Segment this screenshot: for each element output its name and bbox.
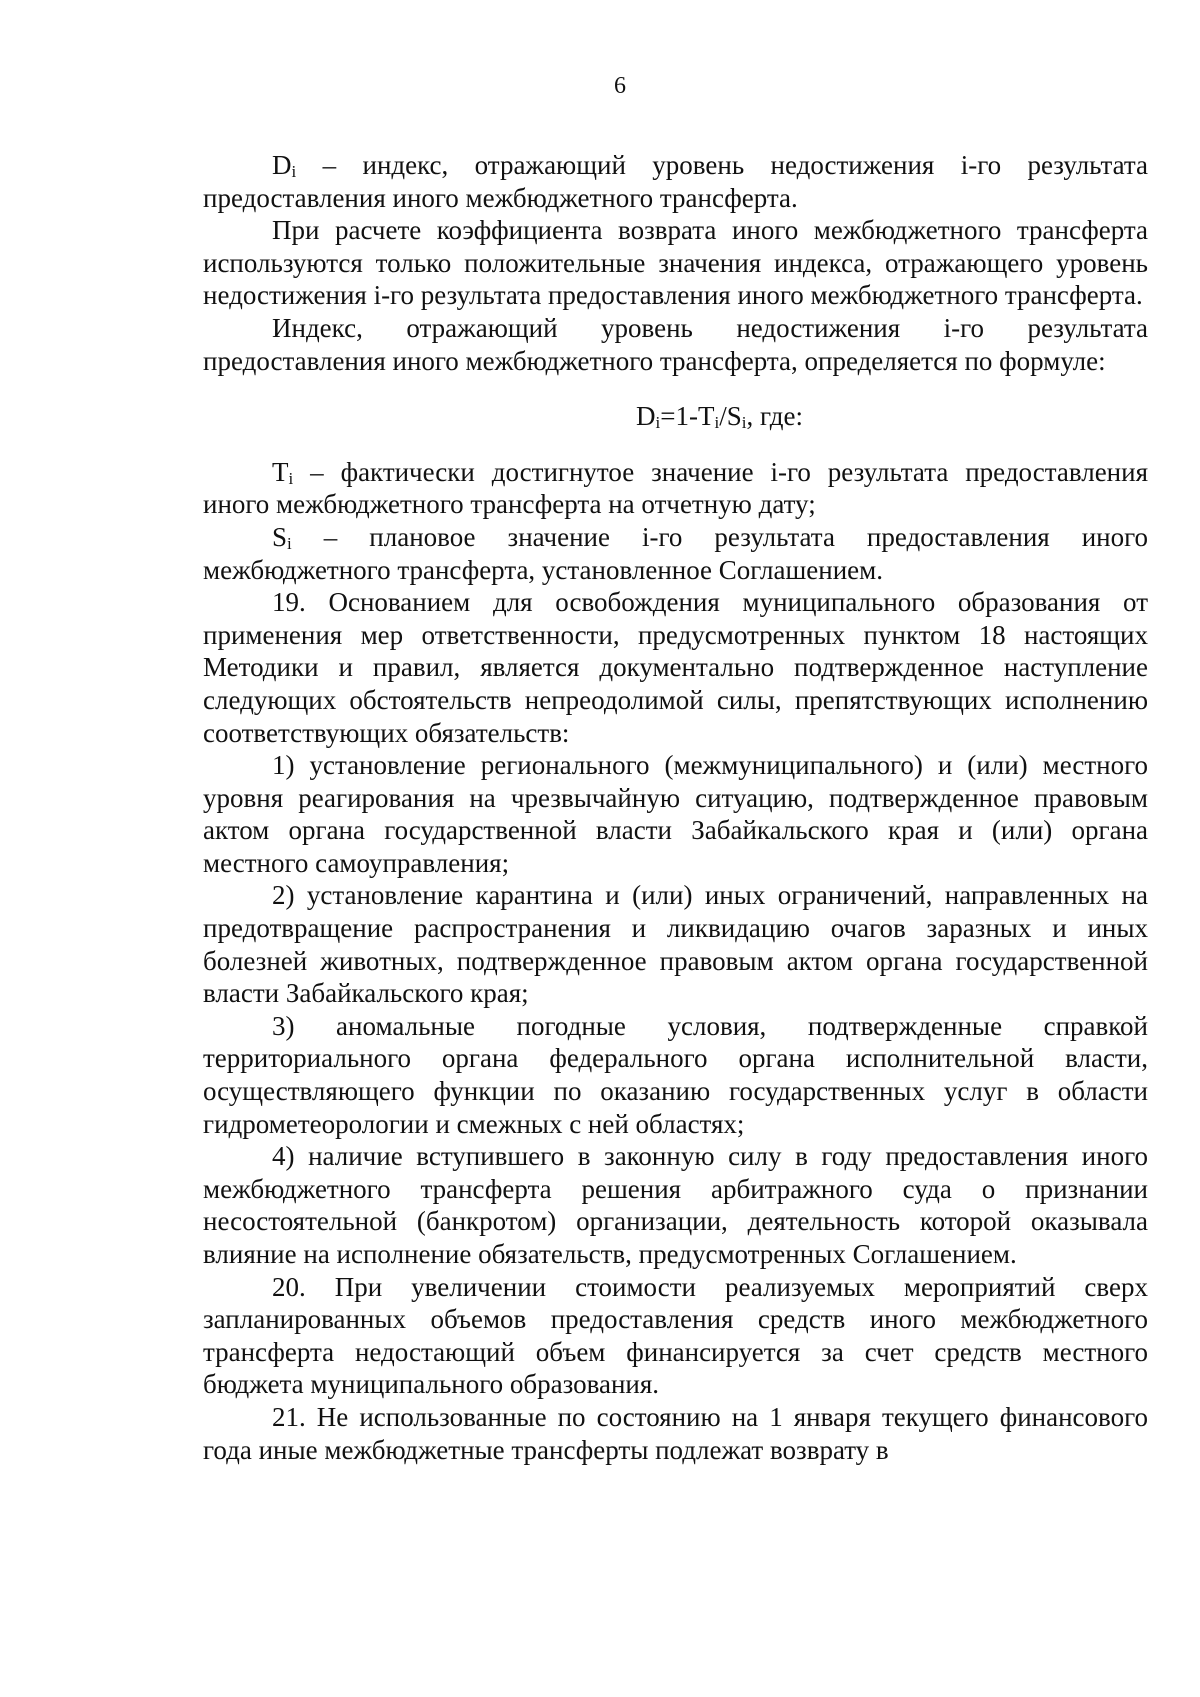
- formula-d: D: [636, 401, 656, 432]
- paragraph-item-3: 3) аномальные погодные условия, подтвержденные справкой территориального органа федерального органа исполнительной власти, осуществляющего функции по оказанию государственных услуг в области гидрометеорологии и смежных с ней областях;: [203, 1010, 1148, 1139]
- document-body: [203, 149, 1148, 1466]
- formula-d-subscript: i: [655, 413, 661, 433]
- symbol-t: T: [272, 456, 289, 487]
- subscript-i: i: [288, 468, 294, 488]
- formula-equals-one-minus-t: =1-T: [660, 401, 715, 432]
- formula-tail: , где:: [746, 401, 803, 432]
- subscript-i: i: [287, 533, 292, 553]
- symbol-s: S: [272, 521, 288, 552]
- subscript-i: i: [291, 162, 297, 181]
- formula-di: [203, 400, 1148, 433]
- paragraph-clause-21: 21. Не использованные по состоянию на 1 января текущего финансового года иные межбюджетные трансферты подлежат возврату в: [203, 1401, 1148, 1465]
- symbol-d: D: [272, 150, 292, 180]
- paragraph-clause-19: 19. Основанием для освобождения муниципального образования от применения мер ответственности, предусмотренных пунктом 18 настоящих Методики и правил, является документально подтвержденное наступление следующих обстоятельств непреодолимой силы, препятствующих исполнению соответствующих обязательств:: [203, 587, 1148, 748]
- paragraph-item-2: 2) установление карантина и (или) иных ограничений, направленных на предотвращение распространения и ликвидацию очагов заразных и иных болезней животных, подтвержденное правовым актом органа государственной власти Забайкальского края;: [203, 880, 1148, 1009]
- paragraph-index-formula-intro: Индекс, отражающий уровень недостижения i-го результата предоставления иного межбюджетного трансферта, определяется по формуле:: [203, 312, 1148, 376]
- paragraph-ti-definition: [203, 456, 1148, 521]
- paragraph-item-4: 4) наличие вступившего в законную силу в году предоставления иного межбюджетного трансферта решения арбитражного суда о признании несостоятельной (банкротом) организации, деятельность которой оказывала влияние на исполнение обязательств, предусмотренных Соглашением.: [203, 1141, 1148, 1269]
- paragraph-di-definition: [203, 149, 1148, 214]
- formula-divide-s: /S: [719, 401, 742, 432]
- page-number: 6: [614, 73, 626, 99]
- formula-t-subscript: i: [714, 413, 720, 433]
- paragraph-clause-20: 20. При увеличении стоимости реализуемых мероприятий сверх запланированных объемов предоставления средств иного межбюджетного трансферта недостающий объем финансируется за счет средств местного бюджета муниципального образования.: [203, 1271, 1148, 1400]
- paragraph-si-definition: [203, 521, 1148, 586]
- paragraph-coefficient-note: При расчете коэффициента возврата иного межбюджетного трансферта используются только положительные значения индекса, отражающего уровень недостижения i-го результата предоставления иного межбюджетного трансферта.: [203, 215, 1148, 311]
- paragraph-text: – фактически достигнутое значение i-го результата предоставления иного межбюджетного трансферта на отчетную дату;: [203, 456, 1148, 520]
- paragraph-text: – индекс, отражающий уровень недостижения i-го результата предоставления иного межбюджетного трансферта.: [203, 150, 1148, 213]
- paragraph-text: – плановое значение i-го результата предоставления иного межбюджетного трансферта, установленное Соглашением.: [203, 521, 1148, 585]
- paragraph-item-1: 1) установление регионального (межмуниципального) и (или) местного уровня реагирования на чрезвычайную ситуацию, подтвержденное правовым актом органа государственной власти Забайкальского края и (или) органа местного самоуправления;: [203, 750, 1148, 878]
- formula-s-subscript: i: [741, 413, 747, 433]
